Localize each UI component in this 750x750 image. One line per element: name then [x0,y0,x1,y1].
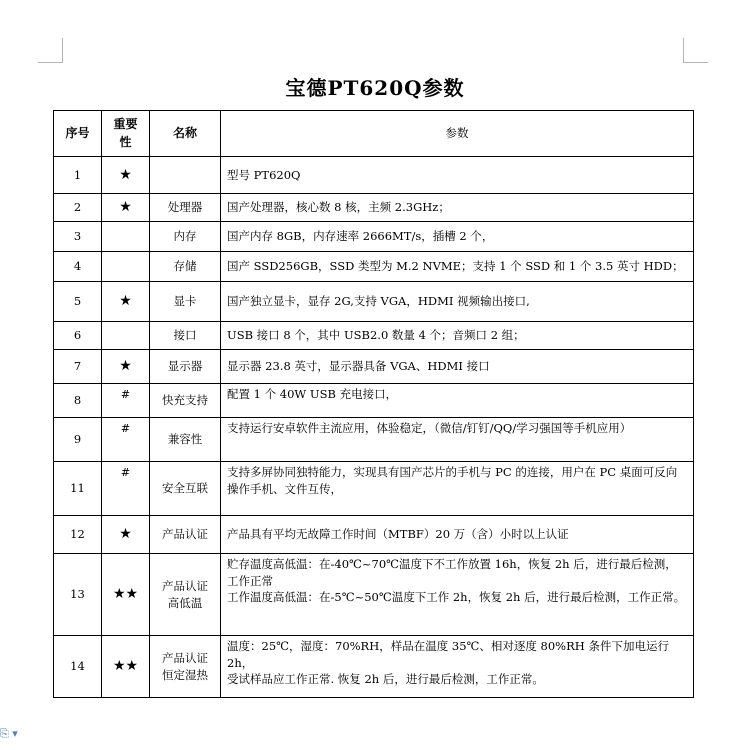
header-params: 参数 [221,111,694,157]
row-number: 12 [54,516,102,554]
table-row [54,157,694,194]
row-importance: ★ [102,516,150,554]
header-no: 序号 [54,111,102,157]
table-row [54,384,694,418]
param-line: 工作温度高低温：在-5℃~50℃温度下工作 2h，恢复 2h 后，进行最后检测，工作正常。 [227,590,686,605]
row-params [221,350,694,384]
row-params [221,222,694,252]
row-number: 4 [54,252,102,282]
table-row [54,462,694,516]
row-params [221,462,694,516]
row-name: 兼容性 [150,418,221,462]
param-line: 产品具有平均无故障工作时间（MTBF）20 万（含）小时以上认证 [227,527,569,542]
row-name: 产品认证 高低温 [150,554,221,636]
row-params [221,516,694,554]
row-number: 13 [54,554,102,636]
row-name [150,157,221,194]
row-importance: ★ [102,282,150,322]
row-number: 8 [54,384,102,418]
row-number: 6 [54,322,102,350]
param-line: 贮存温度高低温：在-40℃~70℃温度下不工作放置 16h，恢复 2h 后，进行最后检测，工作正常 [227,557,677,588]
row-name: 产品认证 恒定湿热 [150,636,221,698]
row-number: 9 [54,418,102,462]
param-line: 国产 SSD256GB，SSD 类型为 M.2 NVME；支持 1 个 SSD 和 1 个 3.5 英寸 HDD； [227,259,684,274]
param-line: 支持运行安卓软件主流应用，体验稳定，（微信/钉钉/QQ/学习强国等手机应用） [227,421,632,435]
row-number: 14 [54,636,102,698]
row-params [221,322,694,350]
param-line: 配置 1 个 40W USB 充电接口， [227,387,398,401]
param-line: 国产独立显卡，显存 2G,支持 VGA，HDMI 视频输出接口, [227,294,530,309]
table-row [54,322,694,350]
row-name: 快充支持 [150,384,221,418]
row-params [221,252,694,282]
document-title: 宝德PT620Q参数 [285,76,465,100]
row-importance: ★ [102,194,150,222]
row-importance: ★ [102,157,150,194]
row-number: 5 [54,282,102,322]
row-name: 接口 [150,322,221,350]
row-importance: ★★ [102,554,150,636]
table-row [54,516,694,554]
row-name: 显卡 [150,282,221,322]
row-name: 显示器 [150,350,221,384]
param-line: USB 接口 8 个，其中 USB2.0 数量 4 个；音频口 2 组； [227,328,525,343]
top-left-margin-mark [38,38,63,63]
row-importance: ★ [102,350,150,384]
row-name: 内存 [150,222,221,252]
row-number: 7 [54,350,102,384]
param-line: 显示器 23.8 英寸，显示器具备 VGA、HDMI 接口 [227,359,490,374]
table-row [54,636,694,698]
row-params [221,282,694,322]
row-importance: # [102,384,150,418]
table-header-row [54,111,694,157]
row-number: 11 [54,462,102,516]
row-params [221,384,694,418]
row-name: 处理器 [150,194,221,222]
row-name: 存储 [150,252,221,282]
row-importance: ★★ [102,636,150,698]
row-importance [102,252,150,282]
table-row [54,252,694,282]
paste-options-icon[interactable]: ⎘ ▾ [0,727,18,740]
row-name: 安全互联 [150,462,221,516]
row-importance: # [102,462,150,516]
row-importance [102,322,150,350]
row-params [221,554,694,636]
table-row [54,194,694,222]
table-row [54,350,694,384]
table-body [54,157,694,698]
row-importance [102,222,150,252]
param-line: 温度：25℃，湿度：70%RH，样品在温度 35℃、相对逐度 80%RH 条件下加电运行 2h， [227,639,669,670]
param-line: 国产处理器，核心数 8 核，主频 2.3GHz； [227,200,450,215]
table-row [54,554,694,636]
row-params [221,157,694,194]
table-row [54,418,694,462]
row-importance: # [102,418,150,462]
parameter-table [53,110,694,698]
header-importance: 重要性 [102,111,150,157]
row-number: 1 [54,157,102,194]
param-line: 受试样品应工作正常. 恢复 2h 后，进行最后检测，工作正常。 [227,672,544,687]
table-row [54,222,694,252]
row-number: 2 [54,194,102,222]
row-name: 产品认证 [150,516,221,554]
table-row [54,282,694,322]
header-name: 名称 [150,111,221,157]
param-line: 型号 PT620Q [227,167,301,182]
row-params [221,194,694,222]
top-right-margin-mark [683,38,708,63]
row-number: 3 [54,222,102,252]
row-params [221,636,694,698]
row-params [221,418,694,462]
param-line: 国产内存 8GB，内存速率 2666MT/s，插槽 2 个， [227,229,494,244]
param-line: 支持多屏协同独特能力，实现具有国产芯片的手机与 PC 的连接，用户在 PC 桌面可反向操作手机、文件互传， [227,465,678,496]
